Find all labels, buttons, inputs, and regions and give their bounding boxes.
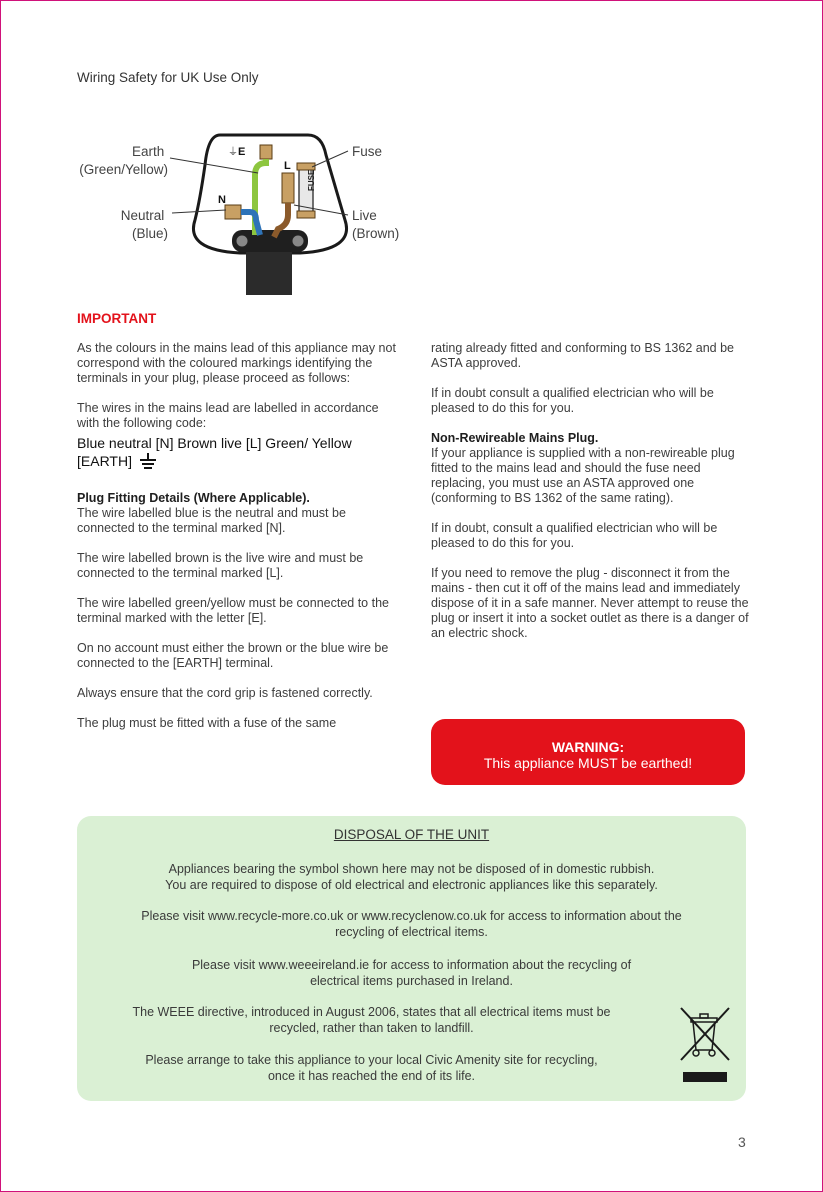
fuse-label: Fuse	[352, 144, 383, 159]
earth-warning-instruction: On no account must either the brown or the blue wire be connected to the [EARTH] terminal.	[77, 641, 389, 671]
terminal-e-label: E	[238, 146, 246, 158]
neutral-label: Neutral (Blue)	[120, 208, 168, 241]
disposal-line: Please visit www.recycle-more.co.uk or www.recyclenow.co.uk for access to information about the	[141, 909, 682, 923]
right-column	[431, 341, 749, 656]
terminal-l-label: L	[284, 160, 291, 172]
earth-symbol-icon	[139, 453, 157, 471]
live-terminal	[282, 173, 294, 203]
disposal-paragraph-3	[77, 957, 746, 989]
intro-paragraph: As the colours in the mains lead of this appliance may not correspond with the coloured markings identifying the terminals in your plug, please proceed as follows:	[77, 341, 396, 385]
warning-text: This appliance MUST be earthed!	[483, 755, 693, 771]
fuse-cap-bottom	[297, 211, 315, 218]
fuse-text: FUSE	[307, 169, 316, 191]
disposal-line: Please arrange to take this appliance to your local Civic Amenity site for recycling,	[145, 1053, 598, 1067]
non-rewireable-heading: Non-Rewireable Mains Plug.	[431, 431, 599, 445]
cord-grip-instruction: Always ensure that the cord grip is fastened correctly.	[77, 686, 373, 701]
neutral-terminal	[225, 205, 241, 219]
disposal-paragraph-1	[77, 861, 746, 893]
left-column	[77, 341, 397, 746]
disposal-line: Please visit www.weeeireland.ie for access to information about the recycling of	[191, 958, 632, 972]
wire-code-intro: The wires in the mains lead are labelled in accordance with the following code:	[77, 401, 379, 430]
wire-colour-code-text: Blue neutral [N] Brown live [L] Green/ Yellow [EARTH]	[77, 435, 352, 469]
plug-removal-paragraph: If you need to remove the plug - disconnect it from the mains - then cut it off of the mains lead and immediately dispose of it in a safe manner. Never attempt to reuse the plug or insert it into a socket outlet as there is a danger of an electric shock.	[431, 566, 749, 640]
earth-symbol-icon: ⏚	[228, 147, 238, 158]
plug-fitting-heading: Plug Fitting Details (Where Applicable).	[77, 491, 310, 506]
plug-cable	[246, 250, 292, 295]
disposal-title: DISPOSAL OF THE UNIT	[333, 827, 490, 842]
disposal-line: Appliances bearing the symbol shown here may not be disposed of in domestic rubbish.	[168, 862, 655, 876]
grip-screw-right-icon	[292, 235, 304, 247]
wire-colour-code	[77, 434, 397, 471]
disposal-section	[77, 816, 746, 1101]
earthing-warning-box	[431, 719, 745, 785]
plug-wiring-diagram	[60, 125, 420, 295]
weee-crossed-bin-icon	[677, 1004, 733, 1084]
disposal-line: The WEEE directive, introduced in August 2006, states that all electrical items must be	[132, 1005, 611, 1019]
fuse-instruction: The plug must be fitted with a fuse of the same	[77, 716, 337, 731]
important-heading: IMPORTANT	[77, 311, 157, 326]
page-heading: Wiring Safety for UK Use Only	[77, 70, 259, 85]
disposal-paragraph-4	[37, 1004, 706, 1036]
disposal-line: once it has reached the end of its life.	[267, 1069, 476, 1083]
non-rewireable-paragraph: If your appliance is supplied with a non-rewireable plug fitted to the mains lead and should the fuse need replacing, you must use an ASTA approved one (conforming to BS 1362 of the same rating).	[431, 446, 735, 505]
electrician-paragraph: If in doubt consult a qualified electrician who will be pleased to do this for you.	[431, 386, 714, 415]
live-instruction: The wire labelled brown is the live wire and must be connected to the terminal marked [L].	[77, 551, 364, 581]
warning-title: WARNING:	[551, 739, 625, 755]
disposal-paragraph-2	[77, 908, 746, 940]
grip-screw-left-icon	[236, 235, 248, 247]
neutral-instruction: The wire labelled blue is the neutral and must be connected to the terminal marked [N].	[77, 506, 346, 536]
earth-instruction: The wire labelled green/yellow must be connected to the terminal marked with the letter [E].	[77, 596, 389, 626]
disposal-line: electrical items purchased in Ireland.	[310, 974, 513, 988]
disposal-line: You are required to dispose of old electrical and electronic appliances like this separately.	[165, 878, 658, 892]
terminal-n-label: N	[218, 194, 226, 206]
earth-label: Earth (Green/Yellow)	[79, 144, 168, 177]
page-number: 3	[738, 1134, 746, 1150]
fuse-rating-paragraph: rating already fitted and conforming to BS 1362 and be ASTA approved.	[431, 341, 734, 370]
live-label: Live (Brown)	[352, 208, 400, 241]
disposal-line: recycled, rather than taken to landfill.	[269, 1021, 474, 1035]
disposal-paragraph-5	[37, 1052, 706, 1084]
electrician-paragraph-2: If in doubt, consult a qualified electrician who will be pleased to do this for you.	[431, 521, 718, 550]
disposal-line: recycling of electrical items.	[335, 925, 488, 939]
earth-terminal	[260, 145, 272, 159]
